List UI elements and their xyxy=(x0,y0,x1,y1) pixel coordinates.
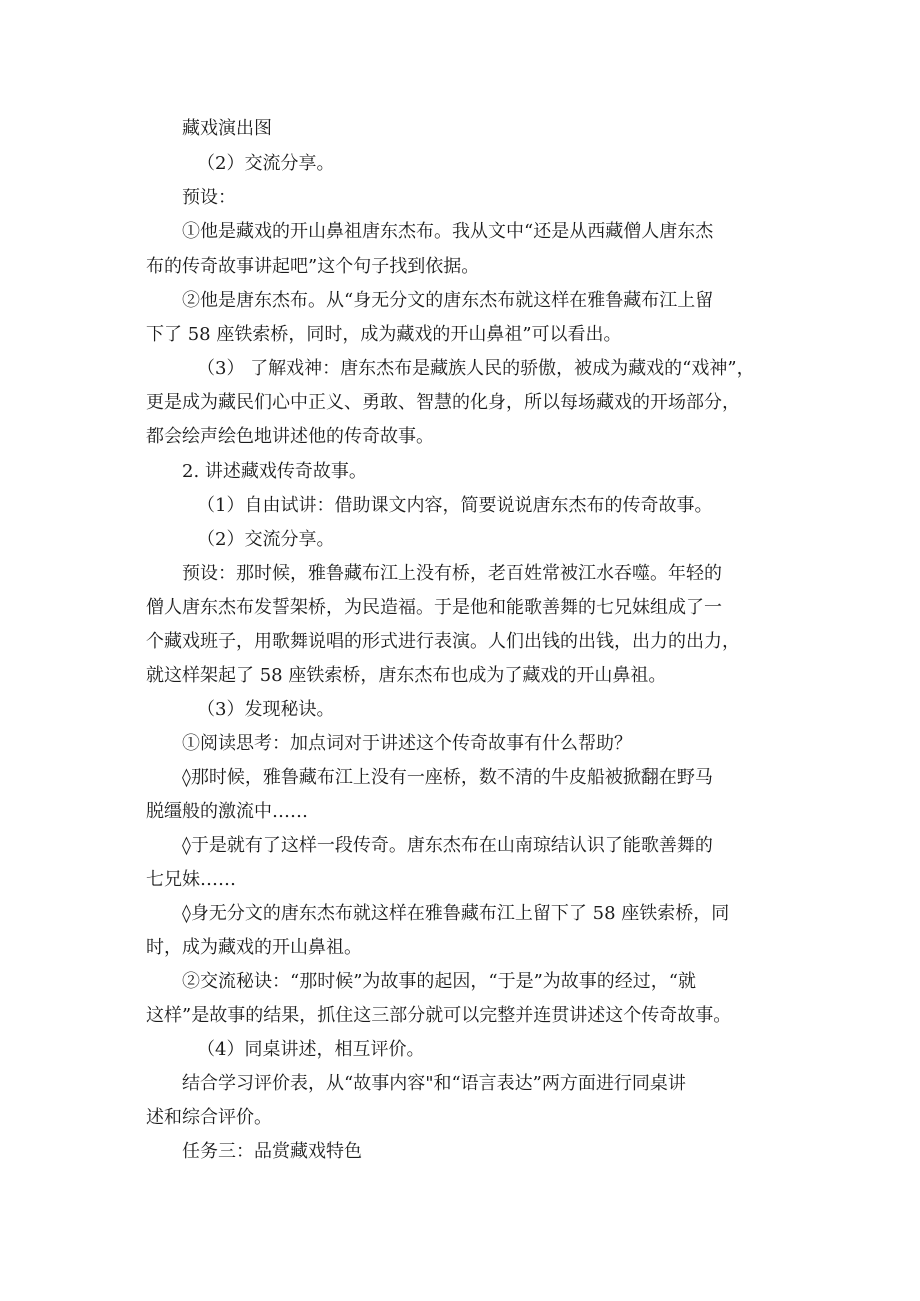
paragraph-line: 都会绘声绘色地讲述他的传奇故事。 xyxy=(146,426,434,447)
paragraph-line: 布的传奇故事讲起吧”这个句子找到依据。 xyxy=(146,256,480,277)
paragraph-line: 结合学习评价表，从“故事内容"和“语言表达”两方面进行同桌讲 xyxy=(182,1073,686,1094)
step-heading: （2）交流分享。 xyxy=(197,529,335,550)
step-heading: （1）自由试讲：借助课文内容，简要说说唐东杰布的传奇故事。 xyxy=(197,495,713,516)
paragraph-line: ②他是唐东杰布。从“身无分文的唐东杰布就这样在雅鲁藏布江上留 xyxy=(182,290,714,311)
paragraph-line: 僧人唐东杰布发誓架桥，为民造福。于是他和能歌善舞的七兄妹组成了一 xyxy=(146,597,722,618)
section-heading: 2. 讲述藏戏传奇故事。 xyxy=(182,461,367,482)
step-heading: （4）同桌讲述，相互评价。 xyxy=(197,1039,425,1060)
paragraph-line: ②交流秘诀：“那时候”为故事的起因，“于是”为故事的经过，“就 xyxy=(182,971,697,992)
paragraph-line: 这样”是故事的结果，抓住这三部分就可以完整并连贯讲述这个传奇故事。 xyxy=(146,1005,732,1026)
step-heading: （3）发现秘诀。 xyxy=(197,699,335,720)
paragraph-line: 个藏戏班子，用歌舞说唱的形式进行表演。人们出钱的出钱，出力的出力， xyxy=(146,631,740,652)
paragraph-line: 下了 58 座铁索桥，同时，成为藏戏的开山鼻祖”可以看出。 xyxy=(146,324,622,345)
paragraph-line: 七兄妹…… xyxy=(146,869,236,890)
paragraph-line: 就这样架起了 58 座铁索桥，唐东杰布也成为了藏戏的开山鼻祖。 xyxy=(146,665,667,686)
paragraph-line: 述和综合评价。 xyxy=(146,1107,272,1128)
image-caption: 藏戏演出图 xyxy=(182,118,272,139)
paragraph-line: 脱缰般的激流中…… xyxy=(146,801,308,822)
paragraph-line: ◊身无分文的唐东杰布就这样在雅鲁藏布江上留下了 58 座铁索桥，同 xyxy=(182,903,730,924)
paragraph-line: 时，成为藏戏的开山鼻祖。 xyxy=(146,937,362,958)
section-heading: 任务三：品赏藏戏特色 xyxy=(182,1141,362,1162)
paragraph-line: ①他是藏戏的开山鼻祖唐东杰布。我从文中“还是从西藏僧人唐东杰 xyxy=(182,221,714,242)
paragraph-line: 预设：那时候，雅鲁藏布江上没有桥，老百姓常被江水吞噬。年轻的 xyxy=(182,563,722,584)
paragraph-line: ①阅读思考：加点词对于讲述这个传奇故事有什么帮助？ xyxy=(182,733,632,754)
paragraph-line: 预设： xyxy=(182,187,236,208)
paragraph-line: 更是成为藏民们心中正义、勇敢、智慧的化身，所以每场藏戏的开场部分， xyxy=(146,392,740,413)
step-heading: （2）交流分享。 xyxy=(197,153,335,174)
paragraph-line: ◊那时候，雅鲁藏布江上没有一座桥，数不清的牛皮船被掀翻在野马 xyxy=(182,767,713,788)
paragraph-line: ◊于是就有了这样一段传奇。唐东杰布在山南琼结认识了能歌善舞的 xyxy=(182,835,713,856)
paragraph-line: （3） 了解戏神：唐东杰布是藏族人民的骄傲，被成为藏戏的“戏神”， xyxy=(197,358,755,379)
